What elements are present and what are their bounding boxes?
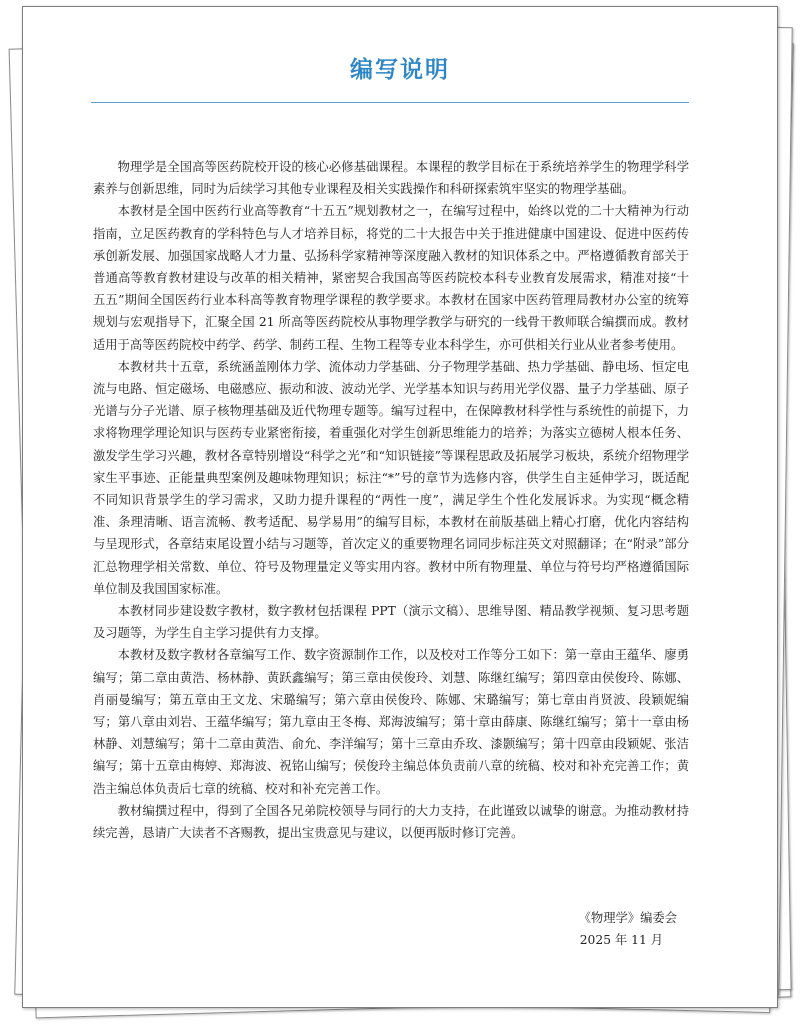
signature-block xyxy=(477,907,677,951)
paragraph: 本教材共十五章，系统涵盖刚体力学、流体动力学基础、分子物理学基础、热力学基础、静电场、恒定电流与电路、恒定磁场、电磁感应、振动和波、波动光学、光学基本知识与药用光学仪器、量子力学基础、原子光谱与分子光谱、原子核物理基础及近代物理专题等。编写过程中，在保障教材科学性与系统性的前提下，力求将物理学理论知识与医药专业紧密衔接，着重强化对学生创新思维能力的培养；为落实立德树人根本任务、激发学生学习兴趣，教材各章特别增设“科学之光”和“知识链接”等课程思政及拓展学习板块，系统介绍物理学家生平事迹、正能量典型案例及趣味物理知识；标注“*”号的章节为选修内容，供学生自主延伸学习，既适配不同知识背景学生的学习需求，又助力提升课程的“两性一度”，满足学生个性化发展诉求。为实现“概念精准、条理清晰、语言流畅、教考适配、易学易用”的编写目标，本教材在前版基础上精心打磨，优化内容结构与呈现形式，各章结束尾设置小结与习题等，首次定义的重要物理名词同步标注英文对照翻译；在“附录”部分汇总物理学相关常数、单位、符号及物理量定义等实用内容。教材中所有物理量、单位与符号均严格遵循国际单位制及我国国家标准。 xyxy=(93,359,689,596)
paragraph: 本教材同步建设数字教材，数字教材包括课程 PPT（演示文稿）、思维导图、精品教学视频、复习思考题及习题等，为学生自主学习提供有力支撑。 xyxy=(93,604,689,641)
paragraph: 教材编撰过程中，得到了全国各兄弟院校领导与同行的大力支持，在此谨致以诚挚的谢意。为推动教材持续完善，恳请广大读者不吝赐教，提出宝贵意见与建议，以便再版时修订完善。 xyxy=(93,803,689,841)
signature-date: 2025 年 11 月 xyxy=(579,933,663,948)
signature-committee: 《物理学》编委会 xyxy=(578,911,677,925)
document-page xyxy=(22,6,778,1008)
paragraph: 本教材及数字教材各章编写工作、数字资源制作工作，以及校对工作等分工如下：第一章由王蕴华、廖勇编写；第二章由黄浩、杨林静、黄跃鑫编写；第三章由侯俊玲、刘慧、陈继红编写；第四章由侯俊玲、陈娜、肖丽曼编写；第五章由王文龙、宋璐编写；第六章由侯俊玲、陈娜、宋璐编写；第七章由肖贤波、段颖妮编写；第八章由刘岩、王蕴华编写；第九章由王冬梅、郑海波编写；第十章由薛康、陈继红编写；第十一章由杨林静、刘慧编写；第十二章由黄浩、俞允、李洋编写；第十三章由乔玫、漆颢编写；第十四章由段颖妮、张洁编写；第十五章由梅婷、郑海波、祝铭山编写；侯俊玲主编总体负责前八章的统稿、校对和补充完善工作；黄浩主编总体负责后七章的统稿、校对和补充完善工作。 xyxy=(93,648,689,796)
paragraph: 物理学是全国高等医药院校开设的核心必修基础课程。本课程的教学目标在于系统培养学生的物理学科学素养与创新思维，同时为后续学习其他专业课程及相关实践操作和科研探索筑牢坚实的物理学基础。 xyxy=(93,160,689,197)
title-divider xyxy=(91,102,689,103)
paragraph: 本教材是全国中医药行业高等教育“十五五”规划教材之一，在编写过程中，始终以党的二十大精神为行动指南，立足医药教育的学科特色与人才培养目标，将党的二十大报告中关于推进健康中国建设、促进中医药传承创新发展、加强国家战略人才力量、弘扬科学家精神等深度融入教材的知识体系之中。严格遵循教育部关于普通高等教育教材建设与改革的相关精神，紧密契合我国高等医药院校本科专业教育发展需求，精准对接“十五五”期间全国医药行业本科高等教育物理学课程的教学要求。本教材在国家中医药管理局教材办公室的统筹规划与宏观指导下，汇聚全国 21 所高等医药院校从事物理学教学与研究的一线骨干教师联合编撰而成。教材适用于高等医药院校中药学、药学、制药工程、生物工程等专业本科学生，亦可供相关行业从业者参考使用。 xyxy=(93,204,689,352)
document-body xyxy=(93,156,689,844)
page-title: 编写说明 xyxy=(350,57,450,83)
